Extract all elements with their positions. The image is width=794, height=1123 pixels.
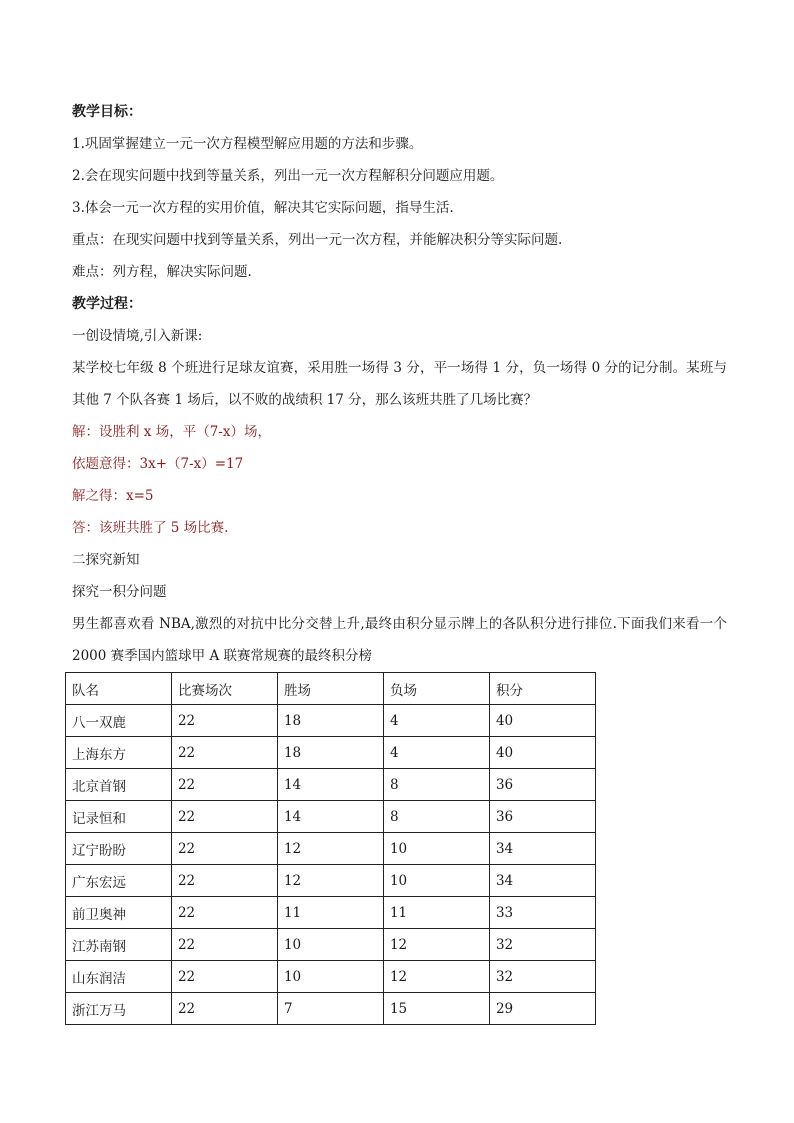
explore-title: 探究一积分问题 [72,584,167,600]
header-games: 比赛场次 [171,673,277,705]
cell-losses: 11 [383,897,489,929]
table-header-row [66,673,596,705]
cell-wins: 10 [277,961,383,993]
table-row [66,897,596,929]
cell-games: 22 [171,769,277,801]
objective-item-2: 2.会在现实问题中找到等量关系，列出一元一次方程解积分问题应用题。 [72,168,504,184]
cell-games: 22 [171,801,277,833]
table-row [66,865,596,897]
document-page [72,96,732,1025]
process-heading: 教学过程： [72,296,142,312]
table-row [66,801,596,833]
cell-losses: 12 [383,961,489,993]
cell-team: 江苏南钢 [66,929,172,961]
table-row [66,705,596,737]
cell-points: 32 [489,961,595,993]
cell-wins: 12 [277,833,383,865]
cell-team: 辽宁盼盼 [66,833,172,865]
cell-games: 22 [171,737,277,769]
cell-wins: 18 [277,737,383,769]
cell-losses: 10 [383,865,489,897]
table-row [66,833,596,865]
cell-games: 22 [171,897,277,929]
cell-losses: 10 [383,833,489,865]
cell-wins: 12 [277,865,383,897]
cell-games: 22 [171,705,277,737]
section2-title: 二探究新知 [72,552,140,568]
difficulty: 难点：列方程，解决实际问题. [72,264,252,280]
cell-points: 40 [489,705,595,737]
solution-line-1: 解：设胜利 x 场，平（7-x）场， [72,424,271,440]
solution-line-2: 依题意得：3x+（7-x）=17 [72,456,244,472]
cell-points: 36 [489,801,595,833]
cell-team: 八一双鹿 [66,705,172,737]
cell-games: 22 [171,929,277,961]
cell-points: 29 [489,993,595,1025]
cell-wins: 18 [277,705,383,737]
cell-losses: 15 [383,993,489,1025]
cell-wins: 10 [277,929,383,961]
cell-points: 33 [489,897,595,929]
cell-points: 34 [489,833,595,865]
section1-title: 一创设情境,引入新课: [72,328,203,344]
cell-losses: 4 [383,737,489,769]
problem-text: 某学校七年级 8 个班进行足球友谊赛，采用胜一场得 3 分，平一场得 1 分，负一场得 0 分的记分制。某班与其他 7 个队各赛 1 场后，以不败的战绩积 17 分，那么该班共胜了几场比赛？ [72,360,727,408]
header-points: 积分 [489,673,595,705]
key-point: 重点：在现实问题中找到等量关系，列出一元一次方程，并能解决积分等实际问题. [72,232,563,248]
table-row [66,993,596,1025]
cell-team: 上海东方 [66,737,172,769]
solution-line-3: 解之得：x=5 [72,488,154,504]
table-row [66,769,596,801]
cell-wins: 11 [277,897,383,929]
cell-team: 北京首钢 [66,769,172,801]
standings-table [65,672,596,1025]
table-row [66,929,596,961]
cell-points: 36 [489,769,595,801]
cell-games: 22 [171,993,277,1025]
cell-losses: 12 [383,929,489,961]
table-row [66,961,596,993]
cell-points: 34 [489,865,595,897]
table-row [66,737,596,769]
solution-line-4: 答：该班共胜了 5 场比赛. [72,520,229,536]
header-losses: 负场 [383,673,489,705]
cell-team: 浙江万马 [66,993,172,1025]
cell-team: 广东宏远 [66,865,172,897]
cell-losses: 4 [383,705,489,737]
header-wins: 胜场 [277,673,383,705]
cell-losses: 8 [383,801,489,833]
cell-losses: 8 [383,769,489,801]
objective-item-3: 3.体会一元一次方程的实用价值，解决其它实际问题，指导生活. [72,200,454,216]
explore-text: 男生都喜欢看 NBA,激烈的对抗中比分交替上升,最终由积分显示牌上的各队积分进行排位.下面我们来看一个 2000 赛季国内篮球甲 A 联赛常规赛的最终积分榜 [72,616,727,664]
objective-item-1: 1.巩固掌握建立一元一次方程模型解应用题的方法和步骤。 [72,136,423,152]
cell-wins: 7 [277,993,383,1025]
cell-team: 山东润洁 [66,961,172,993]
cell-team: 记录恒和 [66,801,172,833]
cell-games: 22 [171,833,277,865]
cell-team: 前卫奥神 [66,897,172,929]
cell-wins: 14 [277,801,383,833]
cell-points: 40 [489,737,595,769]
header-team: 队名 [66,673,172,705]
objectives-heading: 教学目标： [72,104,142,120]
cell-points: 32 [489,929,595,961]
cell-games: 22 [171,865,277,897]
cell-games: 22 [171,961,277,993]
cell-wins: 14 [277,769,383,801]
